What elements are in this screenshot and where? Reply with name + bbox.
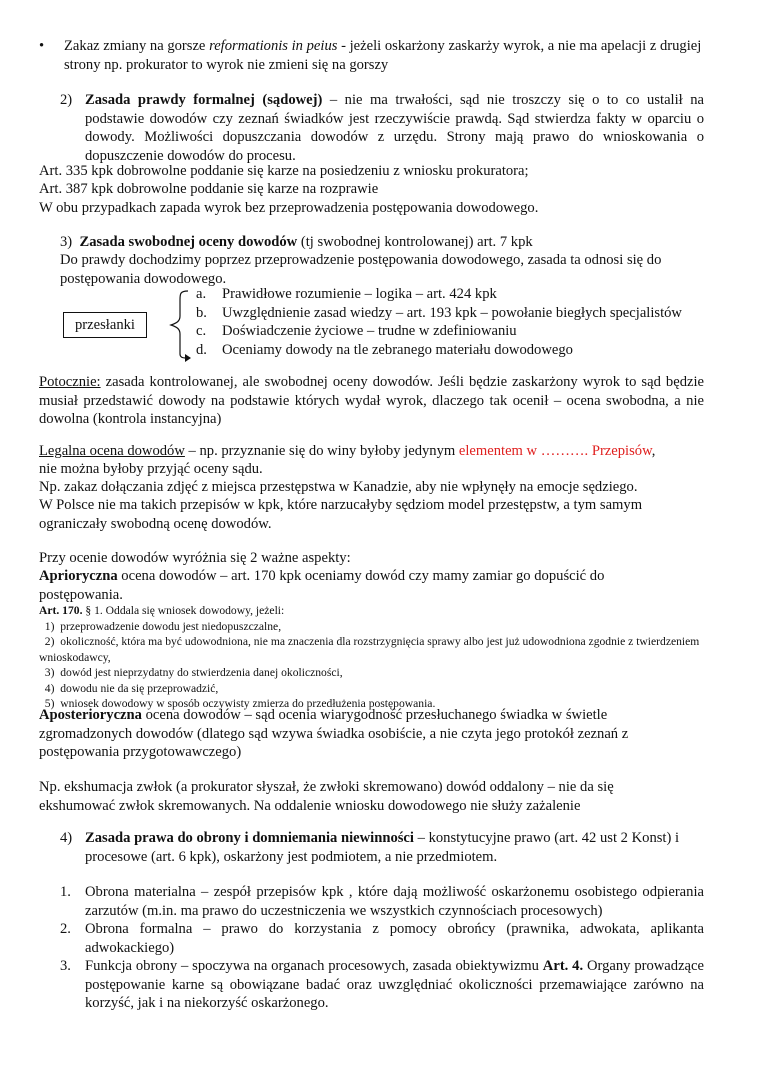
legalna-line-4: W Polsce nie ma takich przepisów w kpk, które narzucałyby sędziom model przestępstw, a tym samym ograniczały swobodną ocenę dowodów. bbox=[39, 497, 643, 532]
potocznie-paragraph: Potocznie: zasada kontrolowanej, ale swobodnej oceny dowodów. Jeśli będzie zaskarżony wyrok to sąd będzie musiał przedstawić dowody na podstawie których wydał wyrok, dlaczego tak ocenił – ocena swobodna, a nie dowolna (kontrola instancyjna) bbox=[39, 374, 704, 427]
latin-term: reformationis in peius bbox=[209, 38, 338, 54]
aprioryczna-label: Aprioryczna bbox=[39, 568, 118, 584]
principle-title: Zasada prawa do obrony i domniemania niewinności bbox=[85, 830, 414, 846]
art-170-item: 1) przeprowadzenie dowodu jest niedopuszczalne, bbox=[39, 619, 282, 633]
legalna-paragraph: Legalna ocena dowodów – np. przyznanie się do winy byłoby jedynym elementem w ………. Przepisów, bbox=[39, 443, 656, 459]
brace-arrow-icon bbox=[160, 288, 200, 363]
defense-item-3: 3. Funkcja obrony – spoczywa na organach procesowych, zasada obiektywizmu Art. 4. Organy prowadzące postępowanie karne są obowiązane badać oraz uwzględniać okoliczności przemawiające zarówno na korzyść, jak i na niekorzyść oskarżonego. bbox=[60, 958, 704, 1011]
red-highlight-text: elementem w ………. Przepisów bbox=[458, 443, 652, 459]
legalna-line-2: nie można byłoby przyjąć oceny sądu. bbox=[39, 461, 263, 477]
aposterioryczna-label: Aposterioryczna bbox=[39, 707, 142, 723]
art-170-item: 5) wniosek dowodowy w sposób oczywisty zmierza do przedłużenia postępowania. bbox=[39, 697, 436, 710]
bullet-reformationis bbox=[39, 37, 704, 74]
art-170-block bbox=[39, 603, 709, 712]
principle-title: Zasada swobodnej oceny dowodów bbox=[79, 234, 298, 250]
aposterioryczna-paragraph: Aposterioryczna ocena dowodów – sąd ocenia wiarygodność przesłuchanego świadka w świetle zgromadzonych dowodów (dlatego sąd wzywa świadka osobiście, a nie czyta jego protokół zeznań z postępowania przygotowawczego) bbox=[39, 707, 629, 760]
list-number: 3) bbox=[60, 234, 73, 250]
legalna-line-3: Np. zakaz dołączania zdjęć z miejsca przestępstwa w Kanadzie, aby nie wpłynęły na emocje sędziego. bbox=[39, 479, 638, 495]
principle-title: Zasada prawdy formalnej (sądowej) bbox=[85, 92, 323, 108]
principle-3-heading: 3) Zasada swobodnej oceny dowodów (tj swobodnej kontrolowanej) art. 7 kpk bbox=[60, 234, 533, 250]
principle-3-intro: Do prawdy dochodzimy poprzez przeprowadzenie postępowania dowodowego, zasada ta odnosi się do postępowania dowodowego. bbox=[60, 252, 662, 287]
both-cases-line: W obu przypadkach zapada wyrok bez przeprowadzenia postępowania dowodowego. bbox=[39, 200, 539, 216]
list-number: 3. bbox=[60, 958, 71, 974]
art-170-item: 3) dowód jest nieprzydatny do stwierdzenia danej okoliczności, bbox=[39, 666, 343, 679]
principle-4: 4) Zasada prawa do obrony i domniemania niewinności – konstytucyjne prawo (art. 42 ust 2 Konst) i procesowe (art. 6 kpk), oskarżony jest podmiotem, a nie przedmiotem. bbox=[60, 830, 680, 865]
przeslanki-list bbox=[196, 285, 716, 359]
art-387-line: Art. 387 kpk dobrowolne poddanie się karze na rozprawie bbox=[39, 181, 379, 197]
list-number: 4) bbox=[60, 830, 73, 846]
ekshumacja-paragraph: Np. ekshumacja zwłok (a prokurator słyszał, że zwłoki skremowano) dowód oddalony – nie da się ekshumować zwłok skremowanych. Na oddalenie wniosku dowodowego nie służy zażalenie bbox=[39, 779, 614, 814]
list-item: d. Oceniamy dowody na tle zebranego materiału dowodowego bbox=[196, 341, 573, 358]
defense-item-2: 2. Obrona formalna – prawo do korzystania z pomocy obrońcy (prawnika, adwokata, aplikanta adwokackiego) bbox=[60, 921, 704, 956]
defense-item-1: 1. Obrona materialna – zespół przepisów kpk , które dają możliwość oskarżonemu osobistego odpierania zarzutów (m.in. ma prawo do uczestniczenia we wszystkich czynnościach procesowych) bbox=[60, 884, 704, 919]
list-item: c. Doświadczenie życiowe – trudne w zdefiniowaniu bbox=[196, 323, 517, 339]
art-170-item: 2) okoliczność, która ma być udowodniona, nie ma znaczenia dla rozstrzygnięcia sprawy albo jest już udowodniona zgodnie z twierdzeniem wnioskodawcy, bbox=[39, 635, 703, 664]
bullet-icon: • bbox=[39, 38, 45, 54]
aspects-intro: Przy ocenie dowodów wyróżnia się 2 ważne aspekty: bbox=[39, 550, 351, 566]
potocznie-label: Potocznie: bbox=[39, 374, 101, 390]
bullet-text: Zakaz zmiany na gorsze reformationis in peius - jeżeli oskarżony zaskarży wyrok, a nie ma apelacji z drugiej strony np. prokurator to wyrok nie zmieni się na gorszy bbox=[64, 38, 702, 73]
list-number: 1. bbox=[60, 884, 71, 900]
list-item: b. Uwzględnienie zasad wiedzy – art. 193 kpk – powołanie biegłych specjalistów bbox=[196, 304, 682, 321]
legalna-label: Legalna ocena dowodów bbox=[39, 443, 185, 459]
art-170-heading: Art. 170. § 1. Oddala się wniosek dowodowy, jeżeli: bbox=[39, 604, 285, 617]
art-170-item: 4) dowodu nie da się przeprowadzić, bbox=[39, 681, 219, 695]
principle-2: 2) Zasada prawdy formalnej (sądowej) – nie ma trwałości, sąd nie troszczy się o to co ustalił na podstawie dowodów czy zeznań świadków jest rzeczywiście prawdą. Sąd stwierdza fakty w oparciu o dowody. Możliwości dopuszczania dowodów z urzędu. Strony mają prawo do wnioskowania o dopuszczenie dowodów do procesu. bbox=[60, 92, 704, 164]
aprioryczna-paragraph: Aprioryczna ocena dowodów – art. 170 kpk oceniamy dowód czy mamy zamiar go dopuścić do postępowania. bbox=[39, 568, 605, 603]
list-number: 2) bbox=[60, 92, 73, 108]
list-number: 2. bbox=[60, 921, 71, 937]
art-4-label: Art. 4. bbox=[542, 958, 584, 974]
art-335-line: Art. 335 kpk dobrowolne poddanie się karze na posiedzeniu z wniosku prokuratora; bbox=[39, 163, 529, 179]
list-item: a. Prawidłowe rozumienie – logika – art. 424 kpk bbox=[196, 286, 497, 302]
przeslanki-box: przesłanki bbox=[63, 312, 147, 338]
